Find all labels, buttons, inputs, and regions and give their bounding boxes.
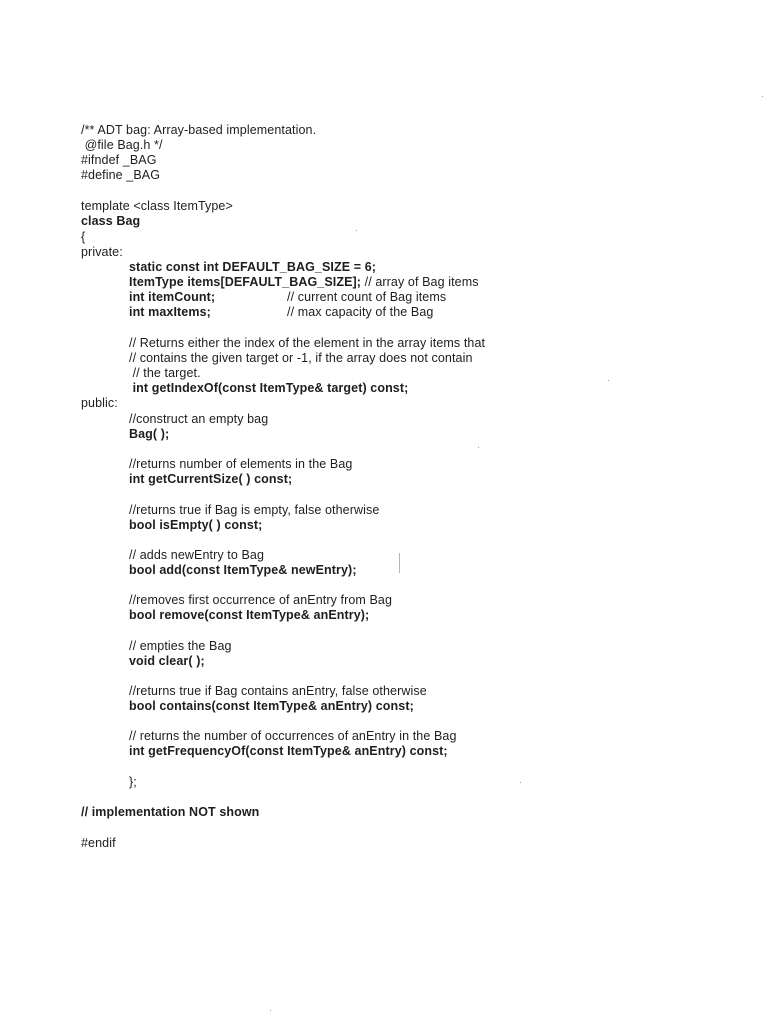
define-directive: #define _BAG: [81, 168, 161, 182]
max-items-comment: // max capacity of the Bag: [287, 305, 434, 319]
ifndef-directive: #ifndef _BAG: [81, 153, 157, 167]
freq-comment: // returns the number of occurrences of anEntry in the Bag: [129, 729, 457, 743]
empty-comment: //returns true if Bag is empty, false otherwise: [129, 503, 380, 517]
template-line: template <class ItemType>: [81, 199, 233, 213]
remove-comment: //removes first occurrence of anEntry from Bag: [129, 593, 393, 607]
item-count-comment: // current count of Bag items: [287, 290, 447, 304]
empty-decl: bool isEmpty( ) const;: [129, 518, 263, 532]
file-doc-comment: /** ADT bag: Array-based implementation.: [81, 123, 317, 137]
freq-decl: int getFrequencyOf(const ItemType& anEntry) const;: [129, 744, 448, 758]
private-label: private:: [81, 245, 123, 259]
scan-speck: [520, 782, 521, 783]
add-decl: bool add(const ItemType& newEntry);: [129, 563, 357, 577]
scan-speck: [356, 230, 357, 231]
scan-speck: [762, 96, 763, 97]
close-brace: };: [129, 775, 137, 789]
items-decl-line: [129, 275, 479, 290]
items-decl: ItemType items[DEFAULT_BAG_SIZE];: [129, 275, 362, 289]
clear-decl: void clear( );: [129, 654, 205, 668]
ctor-comment: //construct an empty bag: [129, 412, 269, 426]
item-count-decl: int itemCount;: [129, 290, 216, 304]
scan-artifact-mark: [399, 553, 400, 573]
size-decl: int getCurrentSize( ) const;: [129, 472, 293, 486]
getindex-comment-3: // the target.: [129, 366, 201, 380]
default-size-decl: static const int DEFAULT_BAG_SIZE = 6;: [129, 260, 377, 274]
endif-directive: #endif: [81, 836, 116, 850]
scan-speck: [478, 447, 479, 448]
size-comment: //returns number of elements in the Bag: [129, 457, 353, 471]
open-brace: {: [81, 230, 86, 244]
clear-comment: // empties the Bag: [129, 639, 232, 653]
scan-speck: [270, 1010, 271, 1011]
contains-comment: //returns true if Bag contains anEntry, false otherwise: [129, 684, 427, 698]
getindex-comment-1: // Returns either the index of the element in the array items that: [129, 336, 486, 350]
add-comment: // adds newEntry to Bag: [129, 548, 265, 562]
remove-decl: bool remove(const ItemType& anEntry);: [129, 608, 370, 622]
public-label: public:: [81, 396, 118, 410]
scan-speck: [608, 380, 609, 381]
getindex-decl: int getIndexOf(const ItemType& target) const;: [129, 381, 409, 395]
file-tag-comment: @file Bag.h */: [81, 138, 163, 152]
implementation-note: // implementation NOT shown: [81, 805, 260, 819]
class-line: class Bag: [81, 214, 141, 228]
getindex-comment-2: // contains the given target or -1, if the array does not contain: [129, 351, 473, 365]
max-items-decl: int maxItems;: [129, 305, 211, 319]
items-comment: // array of Bag items: [361, 275, 479, 289]
contains-decl: bool contains(const ItemType& anEntry) const;: [129, 699, 414, 713]
ctor-decl: Bag( );: [129, 427, 170, 441]
